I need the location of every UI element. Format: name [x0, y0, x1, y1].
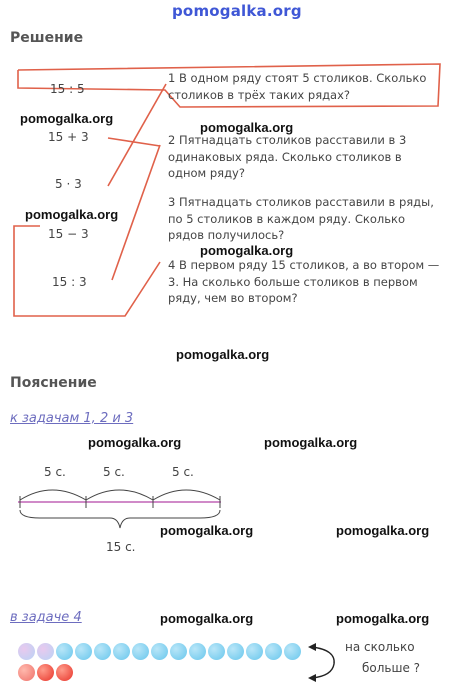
task-3: 3 Пятнадцать столиков расставили в ряды, по 5 столиков в каждом ряду. Сколько рядов получилось?: [168, 195, 434, 242]
ref-task-4: в задаче 4: [10, 610, 82, 625]
site-header[interactable]: pomogalka.org: [172, 2, 302, 20]
expression-5: 15 : 3: [52, 275, 87, 289]
watermark: pomogalka.org: [200, 243, 294, 258]
question-label-line1: на сколько: [345, 640, 415, 654]
task-4: 4 В первом ряду 15 столиков, а во втором — 3. На сколько больше столиков в первом ряду, чем во втором?: [168, 258, 440, 305]
explanation-heading: Пояснение: [10, 375, 97, 391]
solution-heading: Решение: [10, 30, 84, 46]
total-label: 15 с.: [106, 540, 136, 554]
expression-2: 15 + 3: [48, 130, 89, 144]
watermark: pomogalka.org: [88, 435, 182, 450]
watermark: pomogalka.org: [25, 207, 119, 222]
watermark: pomogalka.org: [200, 120, 294, 135]
expression-3: 5 · 3: [55, 177, 82, 191]
segment-label-1: 5 с.: [44, 465, 66, 479]
watermark: pomogalka.org: [176, 347, 270, 362]
watermark: pomogalka.org: [336, 611, 430, 626]
watermark: pomogalka.org: [336, 523, 430, 538]
expression-1: 15 : 5: [50, 82, 85, 96]
watermark: pomogalka.org: [264, 435, 358, 450]
ref-tasks-123: к задачам 1, 2 и 3: [10, 411, 134, 426]
question-label-line2: больше ?: [362, 661, 421, 675]
watermark: pomogalka.org: [20, 111, 114, 126]
task-1: 1 В одном ряду стоят 5 столиков. Сколько столиков в трёх таких рядах?: [168, 71, 427, 102]
watermark: pomogalka.org: [160, 611, 254, 626]
segment-label-2: 5 с.: [103, 465, 125, 479]
watermark: pomogalka.org: [160, 523, 254, 538]
segment-label-3: 5 с.: [172, 465, 194, 479]
expression-4: 15 − 3: [48, 227, 89, 241]
task-2: 2 Пятнадцать столиков расставили в 3 одинаковых ряда. Сколько столиков в одном ряду?: [168, 133, 407, 180]
